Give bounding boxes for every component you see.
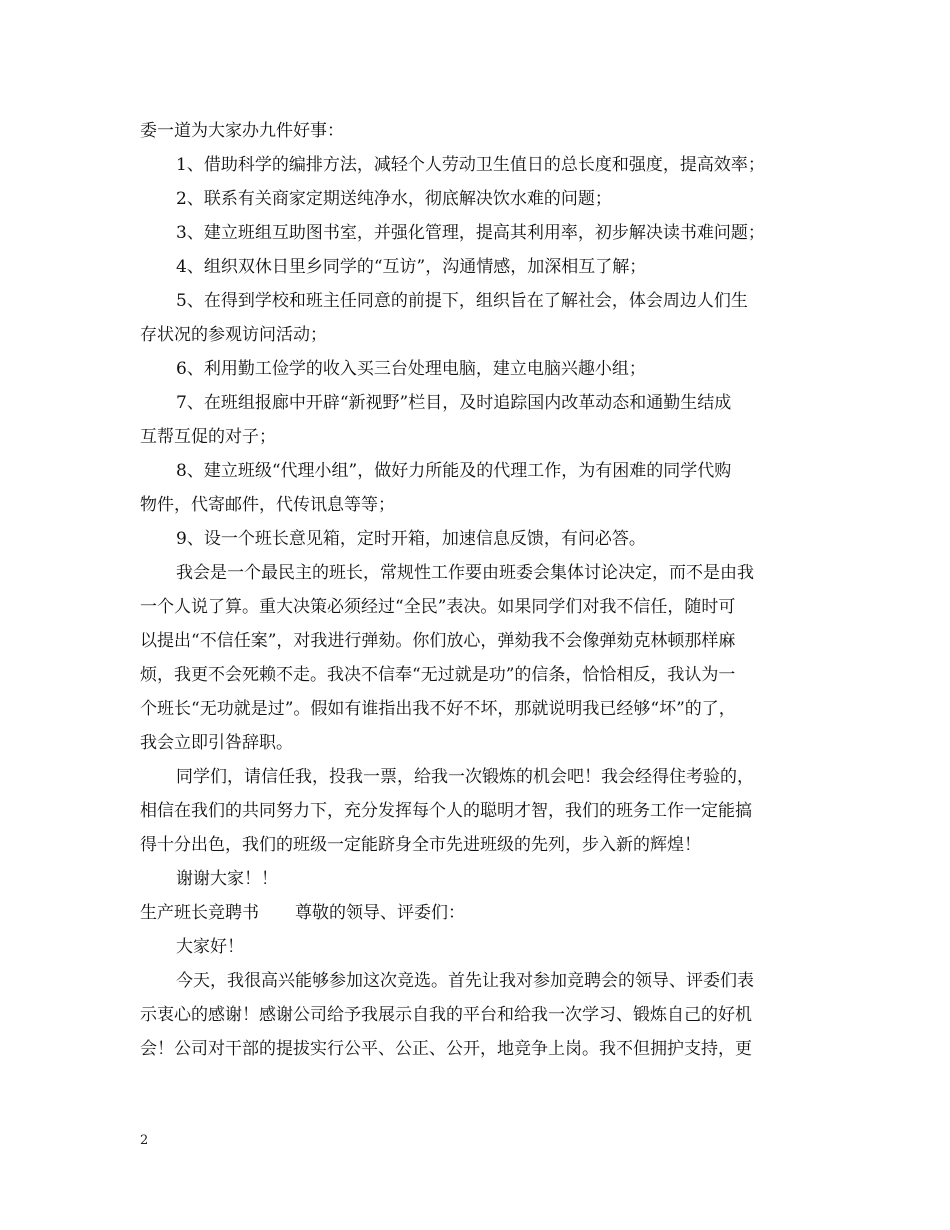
text-line: 互帮互促的对子； — [140, 427, 276, 447]
list-item-2: 2、联系有关商家定期送纯净水，彻底解决饮水难的问题； — [176, 189, 612, 209]
text-line: 存状况的参观访问活动； — [140, 325, 327, 345]
section-heading-line — [140, 896, 830, 930]
text-line: 会！公司对干部的提拔实行公平、公正、公开，地竞争上岗。我不但拥护支持，更 — [140, 1039, 752, 1059]
closing-thanks: 谢谢大家！！ — [176, 869, 278, 889]
list-item-3: 3、建立班组互助图书室，并强化管理，提高其利用率，初步解决读书难问题； — [176, 223, 765, 243]
salutation: 尊敬的领导、评委们： — [295, 903, 465, 923]
paragraph-start: 我会是一个最民主的班长，常规性工作要由班委会集体讨论决定，而不是由我 — [176, 563, 754, 583]
list-item-9: 9、设一个班长意见箱，定时开箱，加速信息反馈，有问必答。 — [176, 529, 646, 549]
text-line: 委一道为大家办九件好事： — [140, 121, 344, 141]
paragraph-start: 同学们，请信任我，投我一票，给我一次锻炼的机会吧！我会经得住考验的， — [176, 767, 754, 787]
text-line: 物件，代寄邮件，代传讯息等等； — [140, 495, 395, 515]
list-item-6: 6、利用勤工俭学的收入买三台处理电脑，建立电脑兴趣小组； — [176, 359, 646, 379]
text-line: 一个人说了算。重大决策必须经过“全民”表决。如果同学们对我不信任，随时可 — [140, 597, 736, 617]
text-line: 烦，我更不会死赖不走。我决不信奉“无过就是功”的信条，恰恰相反，我认为一 — [140, 665, 736, 685]
greeting: 大家好！ — [176, 937, 244, 957]
list-item-8: 8、建立班级“代理小组”，做好力所能及的代理工作，为有困难的同学代购 — [176, 461, 732, 481]
section-title: 生产班长竞聘书 — [140, 903, 259, 923]
text-line: 示衷心的感谢！感谢公司给予我展示自我的平台和给我一次学习、锻炼自己的好机 — [140, 1005, 752, 1025]
page-number: 2 — [140, 1133, 149, 1148]
text-line: 以提出“不信任案”，对我进行弹劾。你们放心，弹劾我不会像弹劾克林顿那样麻 — [140, 631, 736, 651]
paragraph-start: 今天，我很高兴能够参加这次竞选。首先让我对参加竞聘会的领导、评委们表 — [176, 971, 754, 991]
list-item-5: 5、在得到学校和班主任同意的前提下，组织旨在了解社会，体会周边人们生 — [176, 291, 748, 311]
text-line: 相信在我们的共同努力下，充分发挥每个人的聪明才智，我们的班务工作一定能搞 — [140, 801, 752, 821]
text-line: 我会立即引咎辞职。 — [140, 733, 293, 753]
text-line: 得十分出色，我们的班级一定能跻身全市先进班级的先列，步入新的辉煌！ — [140, 835, 701, 855]
text-line: 个班长“无功就是过”。假如有谁指出我不好不坏，那就说明我已经够“坏”的了， — [140, 699, 736, 719]
document-body — [140, 114, 830, 1066]
list-item-4: 4、组织双休日里乡同学的“互访”，沟通情感，加深相互了解； — [176, 257, 647, 277]
list-item-1: 1、借助科学的编排方法，减轻个人劳动卫生值日的总长度和强度，提高效率； — [176, 155, 765, 175]
list-item-7: 7、在班组报廊中开辟“新视野”栏目，及时追踪国内改革动态和通勤生结成 — [176, 393, 732, 413]
